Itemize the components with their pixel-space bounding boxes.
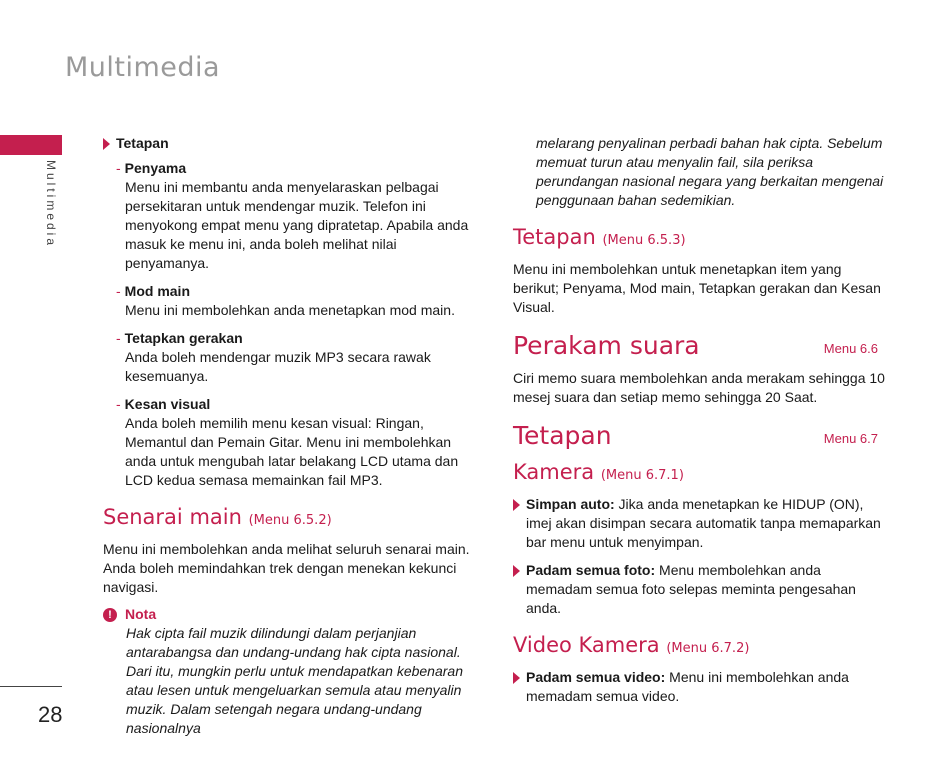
list-item: Padam semua foto: Menu membolehkan anda memadam semua foto selepas meminta pengesahan anda. bbox=[513, 561, 888, 618]
section-text: Menu ini membolehkan untuk menetapkan item yang berikut; Penyama, Mod main, Tetapkan gerakan dan Kesan Visual. bbox=[513, 261, 881, 315]
section-text: Menu ini membolehkan anda melihat seluruh senarai main. Anda boleh memindahkan trek dengan menekan kekunci navigasi. bbox=[103, 541, 470, 595]
sub-body: Menu ini membolehkan anda menetapkan mod main. bbox=[125, 302, 455, 318]
triangle-bullet-icon bbox=[103, 138, 110, 150]
side-tab bbox=[0, 135, 62, 155]
bullet-label: Tetapan bbox=[116, 135, 169, 151]
list-item: Padam semua video: Menu ini membolehkan anda memadam semua video. bbox=[513, 668, 888, 706]
page-number: 28 bbox=[38, 702, 63, 727]
page-title: Multimedia bbox=[65, 52, 221, 83]
sub-body: Menu ini membantu anda menyelaraskan pelbagai persekitaran untuk mendengar muzik. Telefon ini menyokong empat menu yang dipratetap. Apabila anda masuk ke menu ini, anda boleh melihat nilai penyamanya. bbox=[125, 179, 469, 271]
triangle-bullet-icon bbox=[513, 499, 520, 511]
sub-body: Anda boleh mendengar muzik MP3 secara rawak kesemuanya. bbox=[125, 349, 431, 384]
list-item: Simpan auto: Jika anda menetapkan ke HIDUP (ON), imej akan disimpan secara automatik tanpa memaparkan bar menu untuk menyimpan. bbox=[513, 495, 888, 552]
sub-heading: - Tetapkan gerakan bbox=[116, 330, 243, 346]
section-heading-tetapan: Tetapan (Menu 6.5.3) bbox=[513, 225, 686, 249]
list-item bbox=[116, 282, 483, 320]
triangle-bullet-icon bbox=[513, 565, 520, 577]
side-label: Multimedia bbox=[44, 160, 58, 249]
note-text: Hak cipta fail muzik dilindungi dalam perjanjian antarabangsa dan undang-undang hak cipta nasional. Dari itu, mungkin perlu untuk mendapatkan kebenaran atau lesen untuk mengeluarkan semula atau menyalin muzik. Dalam setengah negara undang-undang nasionalnya bbox=[126, 625, 463, 736]
sub-heading: - Mod main bbox=[116, 283, 191, 299]
section-heading-perakam: Perakam suara Menu 6.6 bbox=[513, 331, 878, 360]
section-heading-video: Video Kamera (Menu 6.7.2) bbox=[513, 633, 750, 657]
section-heading-tetapan-6-7: Tetapan Menu 6.7 bbox=[513, 421, 878, 450]
section-bullet bbox=[103, 134, 483, 153]
list-item bbox=[116, 395, 483, 490]
triangle-bullet-icon bbox=[513, 672, 520, 684]
right-column bbox=[513, 134, 888, 715]
sub-body: Anda boleh memilih menu kesan visual: Ringan, Memantul dan Pemain Gitar. Menu ini membolehkan anda untuk mengubah latar belakang LCD utama dan LCD kedua semasa memainkan fail MP3. bbox=[125, 415, 459, 488]
list-item bbox=[116, 159, 483, 273]
section-heading-senarai: Senarai main (Menu 6.5.2) bbox=[103, 505, 332, 529]
sub-heading: - Penyama bbox=[116, 160, 187, 176]
left-column bbox=[103, 134, 483, 738]
note-text-continued: melarang penyalinan perbadi bahan hak cipta. Sebelum memuat turun atau menyalin fail, sila periksa perundangan nasional negara yang berkaitan mengenai penggunaan bahan sedemikian. bbox=[536, 135, 884, 208]
list-item bbox=[116, 329, 483, 386]
section-text: Ciri memo suara membolehkan anda merakam sehingga 10 mesej suara dan setiap memo sehingga 20 Saat. bbox=[513, 370, 885, 405]
note-heading: ! Nota bbox=[103, 605, 483, 624]
sub-heading: - Kesan visual bbox=[116, 396, 211, 412]
warning-icon: ! bbox=[103, 608, 117, 622]
divider bbox=[0, 686, 62, 687]
section-heading-kamera: Kamera (Menu 6.7.1) bbox=[513, 460, 684, 484]
